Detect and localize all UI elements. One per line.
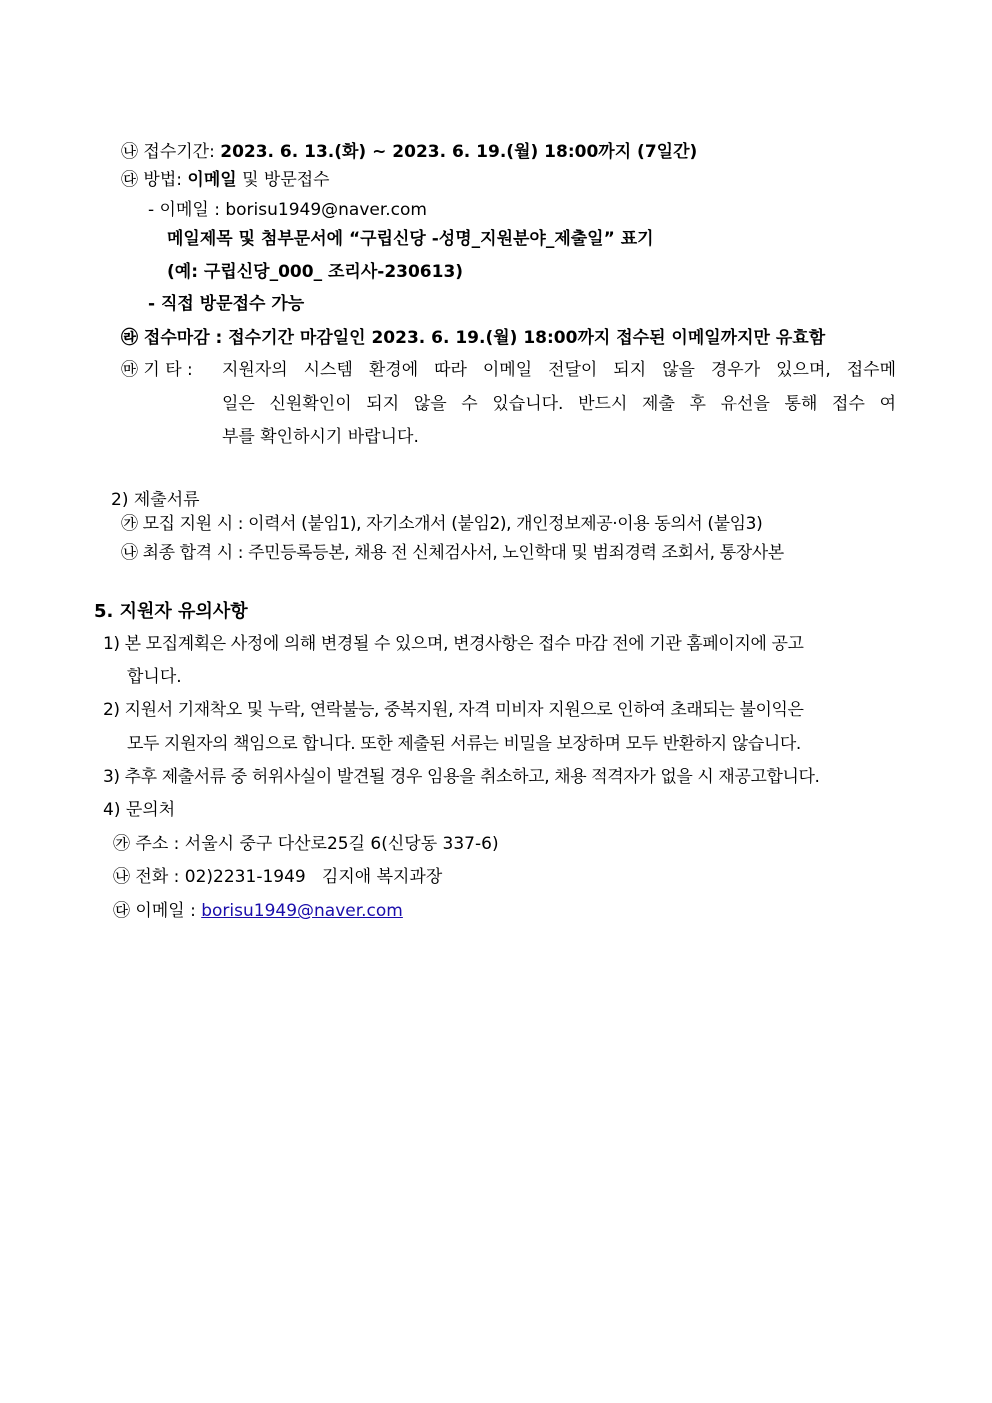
contact-email-label: 이메일 : xyxy=(135,901,196,921)
mail-example: (예: 구립신당_000_ 조리사-230613) xyxy=(167,262,464,282)
contact-phone xyxy=(113,865,442,889)
receipt-period-value: 2023. 6. 13.(화) ~ 2023. 6. 19.(월) 18:00까지 (7일간) xyxy=(220,142,698,162)
method-line xyxy=(121,168,330,192)
visit-line: - 직접 방문접수 가능 xyxy=(148,294,305,314)
list-marker: ㉱ xyxy=(121,328,138,348)
document-item-text: 모집 지원 시 : 이력서 (붙임1), 자기소개서 (붙임2), 개인정보제공·이용 동의서 (붙임3) xyxy=(142,514,763,534)
method-value-rest: 및 방문접수 xyxy=(242,170,330,190)
contact-phone-text: 전화 : 02)2231-1949 김지애 복지과장 xyxy=(135,867,443,887)
list-marker: ㉲ xyxy=(121,360,138,380)
email-line: - 이메일 : borisu1949@naver.com xyxy=(148,200,427,220)
receipt-period-line xyxy=(121,140,697,164)
list-marker: ㉮ xyxy=(113,834,130,854)
notice-item-3: 3) 추후 제출서류 중 허위사실이 발견될 경우 임용을 취소하고, 채용 적격자가 없을 시 재공고합니다. xyxy=(103,767,820,787)
etc-text-line-2: 일은 신원확인이 되지 않을 수 있습니다. 반드시 제출 후 유선을 통해 접수 여 xyxy=(222,394,896,414)
document-item xyxy=(121,541,784,565)
method-value-bold: 이메일 xyxy=(187,170,237,190)
receipt-period-label: 접수기간: xyxy=(143,142,215,162)
contact-address-text: 주소 : 서울시 중구 다산로25길 6(신당동 337-6) xyxy=(135,834,499,854)
etc-line-1 xyxy=(121,358,193,382)
notice-item-4: 4) 문의처 xyxy=(103,800,176,820)
deadline-text: 접수마감 : 접수기간 마감일인 2023. 6. 19.(월) 18:00까지 접수된 이메일까지만 유효함 xyxy=(143,328,826,348)
documents-title: 2) 제출서류 xyxy=(111,490,200,510)
document-item xyxy=(121,512,762,536)
contact-email xyxy=(113,899,403,923)
contact-address xyxy=(113,832,499,856)
mail-subject-note: 메일제목 및 첨부문서에 “구립신당 -성명_지원분야_제출일” 표기 xyxy=(167,229,654,249)
section-5-heading: 5. 지원자 유의사항 xyxy=(94,601,248,622)
list-marker: ㉯ xyxy=(121,142,138,162)
notice-item-2-line-2: 모두 지원자의 책임으로 합니다. 또한 제출된 서류는 비밀을 보장하며 모두 반환하지 않습니다. xyxy=(127,734,801,754)
method-label: 방법: xyxy=(143,170,182,190)
notice-item-2-line-1: 2) 지원서 기재착오 및 누락, 연락불능, 중복지원, 자격 미비자 지원으로 인하여 초래되는 불이익은 xyxy=(103,700,804,720)
list-marker: ㉰ xyxy=(121,170,138,190)
deadline-line xyxy=(121,326,825,350)
list-marker: ㉯ xyxy=(121,543,138,563)
list-marker: ㉯ xyxy=(113,867,130,887)
etc-text-line-3: 부를 확인하시기 바랍니다. xyxy=(222,427,419,447)
document-item-text: 최종 합격 시 : 주민등록등본, 채용 전 신체검사서, 노인학대 및 범죄경력 조회서, 통장사본 xyxy=(142,543,784,563)
list-marker: ㉰ xyxy=(113,901,130,921)
notice-item-1-line-1: 1) 본 모집계획은 사정에 의해 변경될 수 있으며, 변경사항은 접수 마감 전에 기관 홈페이지에 공고 xyxy=(103,634,804,654)
etc-label: 기 타 : xyxy=(143,360,193,380)
list-marker: ㉮ xyxy=(121,514,138,534)
etc-text-line-1: 지원자의 시스템 환경에 따라 이메일 전달이 되지 않을 경우가 있으며, 접수메 xyxy=(222,360,896,380)
notice-item-1-line-2: 합니다. xyxy=(127,667,182,687)
email-link[interactable]: borisu1949@naver.com xyxy=(201,901,403,921)
